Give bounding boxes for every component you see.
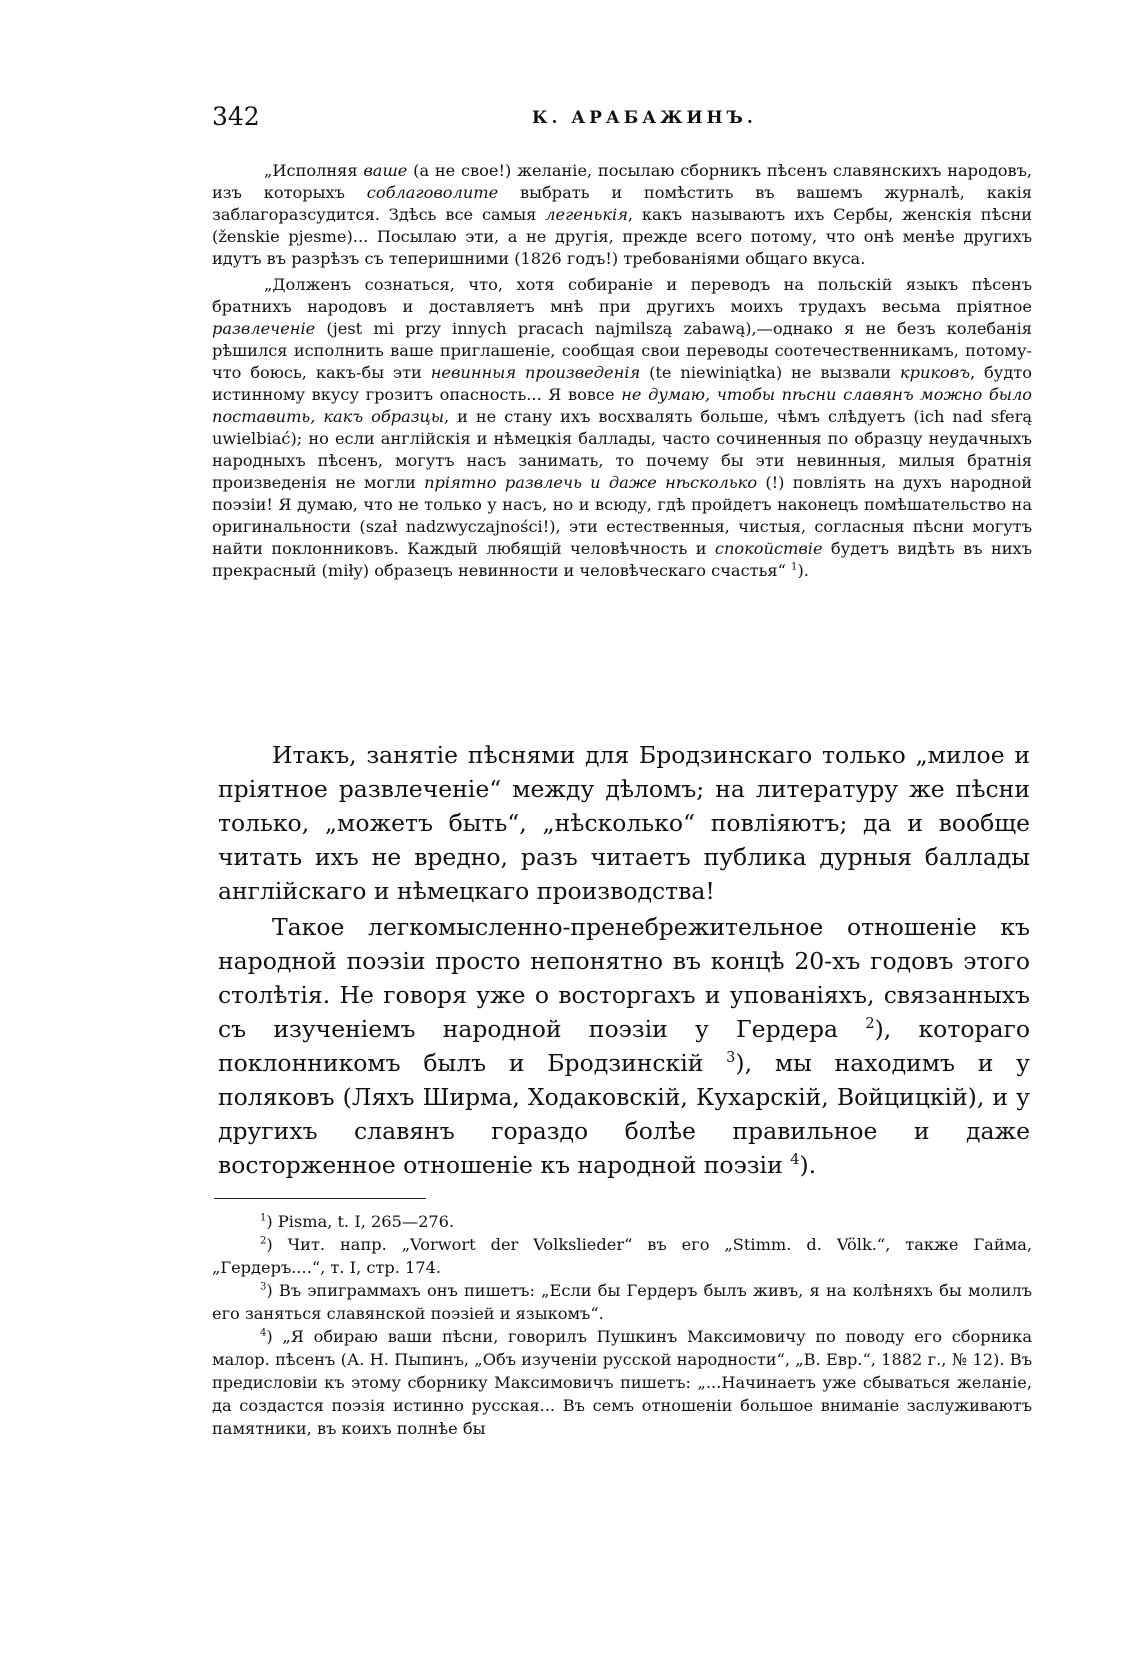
italic-text: развлеченіе	[212, 319, 316, 338]
italic-text: не думаю, чтобы пѣсни славянъ можно было поставить, какъ образцы	[212, 385, 1032, 426]
footnote-ref: 2	[865, 1015, 875, 1033]
footnote	[212, 1325, 1032, 1440]
body-paragraph	[218, 910, 1030, 1182]
text-run: будетъ видѣть въ нихъ прекрасный (miły) образецъ невинности и человѣческаго счастья“	[212, 539, 1032, 580]
text-run: (jest mi przy innych pracach najmilszą zabawą),—однако я не безъ колебанія рѣшился исполнить ваше приглашеніе, сообщая свои переводы соотечественникамъ, потому-что боюсь, какъ-бы эти	[212, 319, 1032, 382]
text-run: , какъ называютъ ихъ Сербы, женскія пѣсни (ženskie pjesme)... Посылаю эти, а не другія, прежде всего потому, что онѣ менѣе другихъ идутъ въ разрѣзъ съ теперишними (1826 годъ!) требованіями общаго вкуса.	[212, 205, 1032, 268]
body-text	[218, 738, 1030, 1182]
footnotes	[212, 1210, 1032, 1440]
footnote	[212, 1233, 1032, 1279]
italic-text: криковъ	[899, 363, 970, 382]
text-run: ), котораго поклонникомъ былъ и Бродзинскій	[218, 1015, 1030, 1077]
body-paragraph	[218, 738, 1030, 908]
quote-paragraph	[212, 274, 1032, 582]
text-run: ).	[799, 1151, 817, 1179]
text-run: ) „Я обираю ваши пѣсни, говорилъ Пушкинъ Максимовичу по поводу его сборника малор. пѣсенъ (А. Н. Пыпинъ, „Объ изученіи русской народности“, „В. Евр.“, 1882 г., № 12). Въ предисловіи къ этому сборнику Максимовичъ пишетъ: „...Начинаетъ уже сбываться желаніе, да создастся поэзія истинно русская... Въ семъ отношеніи большое вниманіе заслуживаютъ памятники, въ коихъ полнѣе бы	[212, 1327, 1032, 1438]
text-run: ), мы находимъ и у поляковъ (Ляхъ Ширма, Ходаковскій, Кухарскій, Войцицкій), и у другихъ славянъ гораздо болѣе правильное и даже восторженное отношеніе къ народной поэзіи	[218, 1049, 1030, 1179]
running-title: К. АРАБАЖИНЪ.	[532, 108, 757, 128]
text-run: , и не стану ихъ восхвалять больше, чѣмъ слѣдуетъ (ich nad sferą uwielbiać); но если англійскія и нѣмецкія баллады, часто сочиненныя по образцу неудачныхъ народныхъ пѣсенъ, могутъ насъ занимать, то почему бы эти невинныя, милыя братнія произведенія не могли	[212, 407, 1032, 492]
footnote-ref: 2	[260, 1235, 267, 1247]
text-run: ) Чит. напр. „Vorwort der Volkslieder“ въ его „Stimm. d. Völk.“, также Гайма, „Гердеръ....“, т. I, стр. 174.	[212, 1235, 1032, 1277]
footnote-separator	[214, 1198, 426, 1199]
text-run: (а не свое!) желаніе, посылаю сборникъ пѣсенъ славянскихъ народовъ, изъ которыхъ	[212, 161, 1033, 202]
text-run: „Исполняя	[264, 161, 364, 180]
footnote	[212, 1279, 1032, 1325]
quote-paragraph	[212, 160, 1032, 270]
block-quotation	[212, 160, 1032, 582]
italic-text: ваше	[363, 161, 408, 180]
page-number: 342	[212, 102, 260, 131]
footnote-ref: 4	[260, 1327, 267, 1339]
text-run: ) Pisma, t. I, 265—276.	[266, 1212, 455, 1231]
italic-text: спокойствіе	[714, 539, 823, 558]
text-run: ) Въ эпиграммахъ онъ пишетъ: „Если бы Гердеръ былъ живъ, я на колѣняхъ бы молилъ его заняться славянской поэзіей и языкомъ“.	[212, 1281, 1032, 1323]
footnote	[212, 1210, 1032, 1233]
footnote-ref: 4	[790, 1151, 800, 1169]
footnote-ref: 3	[260, 1281, 267, 1293]
text-run: , будто истинному вкусу грозитъ опасность... Я вовсе	[212, 363, 1032, 404]
text-run: Такое легкомысленно-пренебрежительное отношеніе къ народной поэзіи просто непонятно въ концѣ 20-хъ годовъ этого столѣтія. Не говоря уже о восторгахъ и упованіяхъ, связанныхъ съ изученіемъ народной поэзіи у Гердера	[218, 913, 1030, 1043]
italic-text: пріятно развлечь и даже нѣсколько	[424, 473, 758, 492]
text-run: Итакъ, занятіе пѣснями для Бродзинскаго только „милое и пріятное развлеченіе“ между дѣломъ; на литературу же пѣсни только, „можетъ быть“, „нѣсколько“ повліяютъ; да и вообще читать ихъ не вредно, разъ читаетъ публика дурныя баллады англійскаго и нѣмецкаго производства!	[218, 741, 1030, 905]
page-header	[212, 102, 1032, 142]
text-run: выбрать и помѣстить въ вашемъ журналѣ, какія заблагоразсудится. Здѣсь все самыя	[212, 183, 1032, 224]
italic-text: легенькія	[545, 205, 628, 224]
footnote-ref: 3	[726, 1049, 736, 1067]
text-run: (!) повліять на духъ народной поэзіи! Я думаю, что не только у насъ, но и всюду, гдѣ пройдетъ наконецъ помѣшательство на оригинальности (szał nadzwyczajności!), эти естественныя, чистыя, согласныя пѣсни могутъ найти поклонниковъ. Каждый любящій человѣчность и	[212, 473, 1032, 558]
italic-text: невинныя произведенія	[430, 363, 641, 382]
italic-text: соблаговолите	[366, 183, 499, 202]
footnote-ref: 1	[260, 1212, 267, 1224]
text-run: (te niewiniątka) не вызвали	[640, 363, 900, 382]
text-run: ).	[797, 561, 809, 580]
text-run: „Долженъ сознаться, что, хотя собираніе и переводъ на польскій языкъ пѣсенъ братнихъ народовъ и доставляетъ мнѣ при другихъ моихъ трудахъ весьма пріятное	[212, 275, 1032, 316]
footnote-ref: 1	[791, 561, 798, 573]
